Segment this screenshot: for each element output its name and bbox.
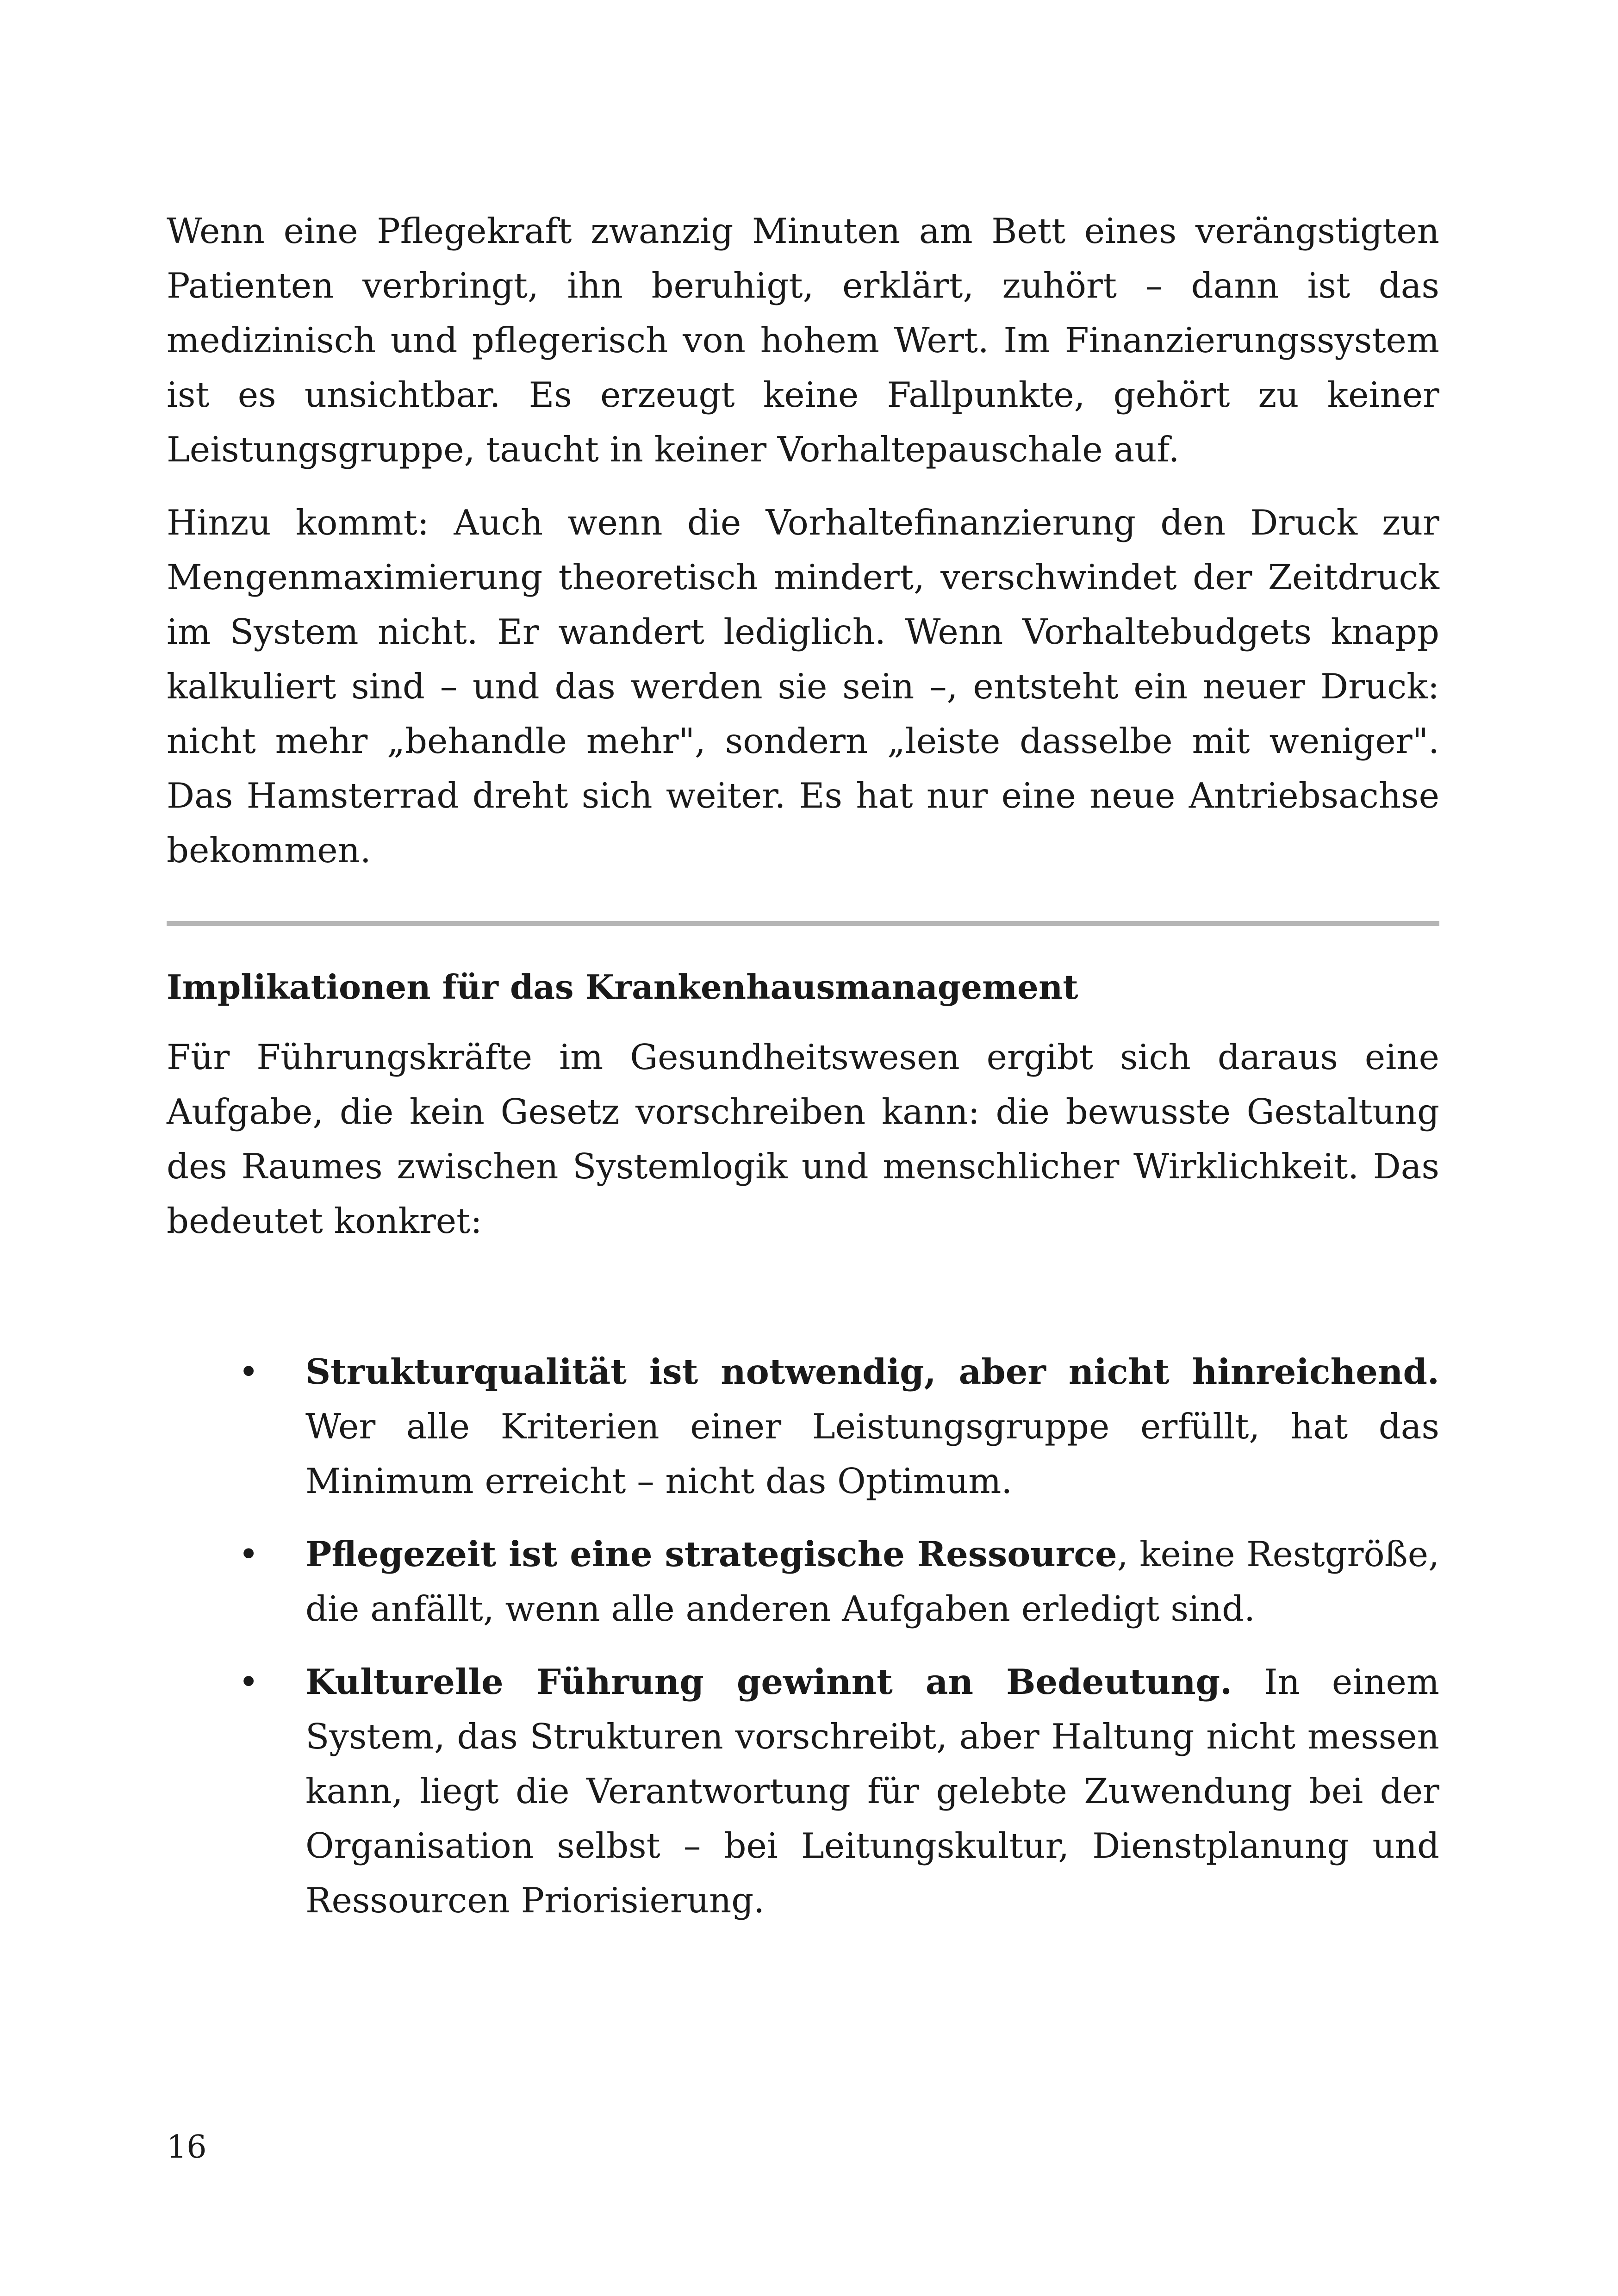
bullet-text: , keine Restgröße, die anfällt, wenn alle anderen Aufgaben erledigt sind. xyxy=(305,1534,1439,1629)
list-item xyxy=(167,1344,1439,1508)
bullet-bold-text: Pflegezeit ist eine strategische Ressource xyxy=(305,1534,1117,1574)
bullet-icon: • xyxy=(238,1351,259,1392)
bullet-bold-text: Kulturelle Führung gewinnt an Bedeutung. xyxy=(305,1661,1232,1702)
bullet-text: In einem System, das Strukturen vorschreibt, aber Haltung nicht messen kann, liegt die Verantwortung für gelebte Zuwendung bei der Organisation selbst – bei Leitungskultur, Dienstplanung und Ressourcen Priorisierung. xyxy=(305,1661,1439,1921)
list-item xyxy=(167,1527,1439,1636)
section-divider xyxy=(167,921,1439,926)
paragraph-zeitdruck: Hinzu kommt: Auch wenn die Vorhaltefinanzierung den Druck zur Mengenmaximierung theoretisch mindert, verschwindet der Zeitdruck im System nicht. Er wandert lediglich. Wenn Vorhaltebudgets knapp kalkuliert sind – und das werden sie sein –, entsteht ein neuer Druck: nicht mehr „behandle mehr", sondern „leiste dasselbe mit weniger". Das Hamsterrad dreht sich weiter. Es hat nur eine neue Antriebsachse bekommen. xyxy=(167,502,1439,871)
section-heading: Implikationen für das Krankenhausmanagement xyxy=(167,967,1078,1007)
paragraph-aufgabe-fuehrungskraefte: Für Führungskräfte im Gesundheitswesen ergibt sich daraus eine Aufgabe, die kein Gesetz vorschreiben kann: die bewusste Gestaltung des Raumes zwischen Systemlogik und menschlicher Wirklichkeit. Das bedeutet konkret: xyxy=(167,1037,1439,1241)
bullet-icon: • xyxy=(238,1661,259,1702)
bullet-bold-text: Strukturqualität ist notwendig, aber nicht hinreichend. xyxy=(305,1351,1439,1392)
implications-list xyxy=(167,1344,1439,1946)
bullet-text: Wer alle Kriterien einer Leistungsgruppe erfüllt, hat das Minimum erreicht – nicht das Optimum. xyxy=(305,1406,1439,1501)
bullet-icon: • xyxy=(238,1534,259,1574)
paragraph-pflegezeit-unsichtbar: Wenn eine Pflegekraft zwanzig Minuten am Bett eines verängstigten Patienten verbringt, ihn beruhigt, erklärt, zuhört – dann ist das medizinisch und pflegerisch von hohem Wert. Im Finanzierungssystem ist es unsichtbar. Es erzeugt keine Fallpunkte, gehört zu keiner Leistungsgruppe, taucht in keiner Vorhaltepauschale auf. xyxy=(167,211,1439,470)
list-item xyxy=(167,1655,1439,1928)
page-number: 16 xyxy=(167,2129,207,2165)
